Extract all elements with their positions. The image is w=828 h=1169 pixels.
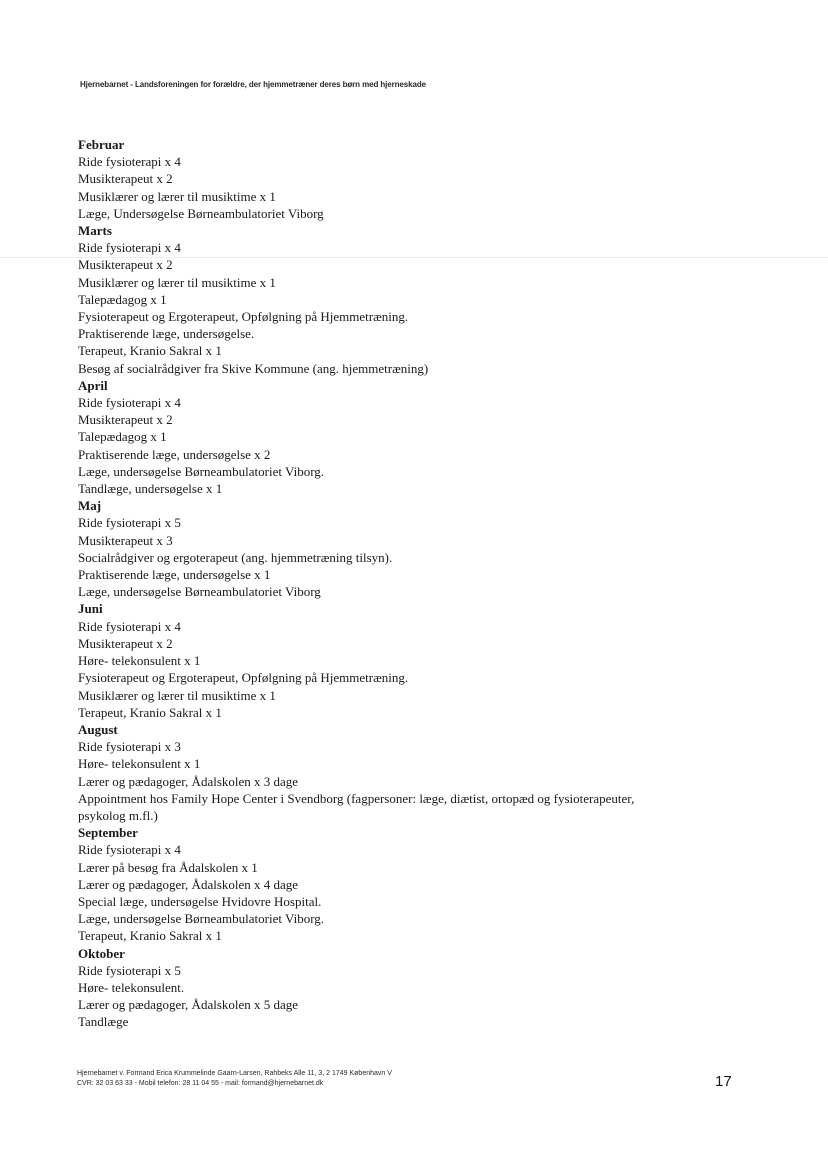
list-item: Ride fysioterapi x 4	[78, 240, 181, 256]
list-item: Tandlæge, undersøgelse x 1	[78, 481, 223, 497]
month-heading: Marts	[78, 223, 112, 239]
list-item: Terapeut, Kranio Sakral x 1	[78, 704, 222, 720]
list-item: Læge, undersøgelse Børneambulatoriet Viborg	[78, 584, 321, 600]
list-item: Musiklærer og lærer til musiktime x 1	[78, 687, 276, 703]
month-heading: September	[78, 825, 138, 841]
list-item: Ride fysioterapi x 4	[78, 842, 181, 858]
list-item: Lærer og pædagoger, Ådalskolen x 5 dage	[78, 997, 299, 1013]
month-section-august	[78, 721, 718, 824]
month-heading: Februar	[78, 137, 125, 152]
list-item: Musikterapeut x 3	[78, 532, 173, 548]
list-item: Talepædagog x 1	[78, 291, 167, 307]
list-item: Musikterapeut x 2	[78, 635, 173, 651]
list-item: Ride fysioterapi x 4	[78, 618, 181, 634]
list-item: Praktiserende læge, undersøgelse x 2	[78, 446, 271, 462]
list-item: Ride fysioterapi x 4	[78, 154, 181, 170]
month-heading: Juni	[78, 601, 103, 617]
month-section-oktober	[78, 945, 718, 1031]
list-item: Fysioterapeut og Ergoterapeut, Opfølgning på Hjemmetræning.	[78, 309, 409, 325]
list-item: Terapeut, Kranio Sakral x 1	[78, 343, 222, 359]
list-item: Musiklærer og lærer til musiktime x 1	[78, 188, 276, 204]
list-item: Læge, Undersøgelse Børneambulatoriet Viborg	[78, 205, 324, 221]
month-heading: Maj	[78, 498, 102, 514]
list-item: Tandlæge	[78, 1014, 129, 1030]
month-heading: August	[78, 721, 118, 737]
list-item: Musiklærer og lærer til musiktime x 1	[78, 274, 276, 290]
list-item: Talepædagog x 1	[78, 429, 167, 445]
list-item: Besøg af socialrådgiver fra Skive Kommune (ang. hjemmetræning)	[78, 360, 429, 376]
list-item: Praktiserende læge, undersøgelse x 1	[78, 567, 271, 583]
list-item: Lærer og pædagoger, Ådalskolen x 4 dage	[78, 876, 299, 892]
list-item: Fysioterapeut og Ergoterapeut, Opfølgning på Hjemmetræning.	[78, 670, 409, 686]
list-item: Læge, undersøgelse Børneambulatoriet Viborg.	[78, 911, 325, 927]
list-item: Praktiserende læge, undersøgelse.	[78, 326, 255, 342]
month-section-maj	[78, 497, 718, 600]
month-heading: April	[78, 377, 108, 393]
list-item: Ride fysioterapi x 4	[78, 395, 181, 411]
list-item: Special læge, undersøgelse Hvidovre Hospital.	[78, 893, 322, 909]
month-heading: Oktober	[78, 945, 125, 961]
list-item: Ride fysioterapi x 3	[78, 739, 181, 755]
list-item: Høre- telekonsulent.	[78, 979, 185, 995]
month-section-marts	[78, 222, 718, 377]
month-section-juni	[78, 600, 718, 720]
month-section-april	[78, 377, 718, 497]
page-header: Hjernebarnet - Landsforeningen for forældre, der hjemmetræner deres børn med hjerneskade	[80, 80, 426, 89]
page-footer	[77, 1069, 637, 1089]
list-item: Høre- telekonsulent x 1	[78, 653, 201, 669]
list-item: Ride fysioterapi x 5	[78, 515, 181, 531]
list-item: Musikterapeut x 2	[78, 412, 173, 428]
list-item: Musikterapeut x 2	[78, 257, 173, 273]
list-item: Terapeut, Kranio Sakral x 1	[78, 928, 222, 944]
list-item: Lærer på besøg fra Ådalskolen x 1	[78, 859, 258, 875]
footer-contact: CVR: 32 03 63 33 - Mobil telefon: 28 11 04 55 - mail: formand@hjernebarnet.dk	[77, 1080, 324, 1087]
list-item: Appointment hos Family Hope Center i Svendborg (fagpersoner: læge, diætist, ortopæd og fysioterapeuter, psykolog m.fl.)	[78, 790, 635, 823]
list-item: Læge, undersøgelse Børneambulatoriet Viborg.	[78, 463, 325, 479]
page-number: 17	[715, 1073, 732, 1090]
month-section-februar	[78, 136, 718, 222]
list-item: Høre- telekonsulent x 1	[78, 756, 201, 772]
list-item: Ride fysioterapi x 5	[78, 962, 181, 978]
month-section-september	[78, 824, 718, 944]
list-item: Lærer og pædagoger, Ådalskolen x 3 dage	[78, 773, 299, 789]
footer-address: Hjernebarnet v. Formand Erica Krummelinde Gaarn-Larsen, Rahbeks Alle 11, 3, 2 1749 København V	[77, 1070, 392, 1077]
document-body	[78, 136, 718, 1031]
list-item: Socialrådgiver og ergoterapeut (ang. hjemmetræning tilsyn).	[78, 549, 393, 565]
list-item: Musikterapeut x 2	[78, 171, 173, 187]
